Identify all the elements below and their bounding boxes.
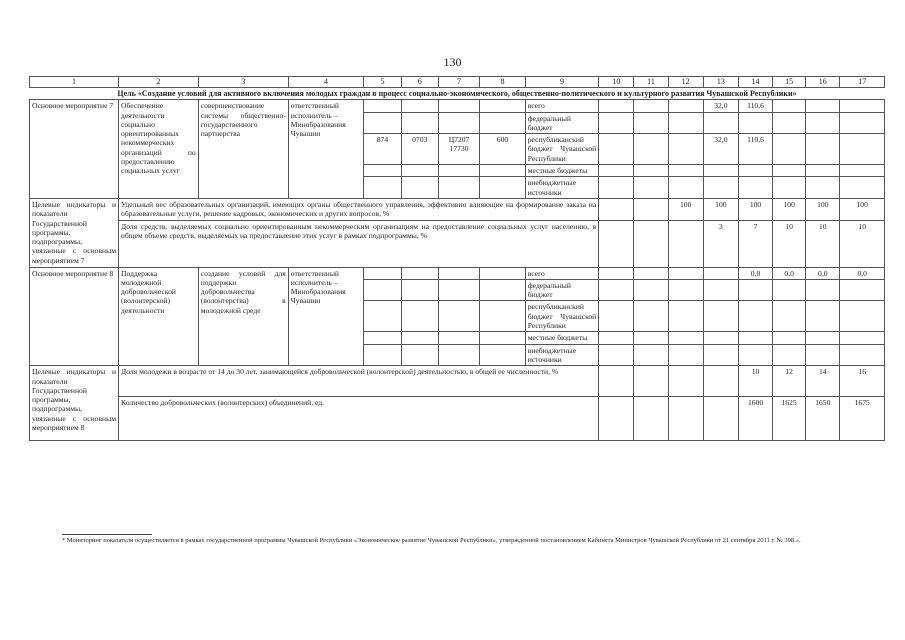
value-cell: 1600 [738,397,772,441]
event7-result: совершенствование системы общественно-государственного партнерства [198,100,288,199]
col-header: 9 [525,77,598,88]
funding-source: республиканский бюджет Чувашской Республики [525,301,598,332]
col-header: 12 [668,77,703,88]
page-number: 130 [443,55,462,69]
event7-type: Основное мероприятие 7 [30,100,119,199]
value-cell: 10 [738,366,772,397]
goal-row [30,88,885,100]
value-cell: 10 [806,220,840,267]
csr-code: Ц7207 17730 [438,134,479,165]
targets7-label: Целевые индикаторы и показатели Государственной программы, подпрограммы, увязанные с основным мероприятием 7 [30,198,119,267]
funding-source: местные бюджеты [525,165,598,177]
col-header: 15 [773,77,806,88]
event7-executor: ответственный исполнитель – Минобразования Чувашии [288,100,364,199]
value-cell: 0,0 [738,267,772,279]
col-header: 6 [401,77,438,88]
col-header: 14 [738,77,772,88]
goal-title: Цель «Создание условий для активного включения молодых граждан в процесс социально-экономического, общественно-политического и культурного развития Чувашской Республики» [30,88,885,100]
value-cell: 32,0 [703,134,738,165]
funding-source: республиканский бюджет Чувашской Республики [525,134,598,165]
col-header: 8 [480,77,526,88]
value-cell: 0,0 [806,267,840,279]
value-cell: 100 [703,198,738,220]
col-header: 13 [703,77,738,88]
value-cell: 0,0 [840,267,885,279]
value-cell: 100 [806,198,840,220]
table-row [30,198,885,220]
grbs-code: 874 [364,134,401,165]
value-cell: 100 [738,198,772,220]
indicator-text: Доля средств, выделяемых социально ориентированным некоммерческим организациям на предоставление социальных услуг населению, в общем объеме средств, выделяемых на предоставление этих услуг в рамках подпрограммы, % [119,220,599,267]
value-cell: 10 [840,220,885,267]
value-cell: 10 [773,220,806,267]
value-cell: 1650 [806,397,840,441]
col-header: 16 [806,77,840,88]
col-header: 10 [599,77,634,88]
vr-code: 600 [480,134,526,165]
rzpr-code: 0703 [401,134,438,165]
table-row [30,366,885,397]
value-cell: 12 [773,366,806,397]
col-header: 3 [198,77,288,88]
funding-source: федеральный бюджет [525,279,598,301]
table-row [30,267,885,279]
funding-source: местные бюджеты [525,332,598,344]
value-cell: 1675 [840,397,885,441]
event8-executor: ответственный исполнитель – Минобразования Чувашии [288,267,364,366]
value-cell: 100 [773,198,806,220]
funding-source: внебюджетные источники [525,177,598,199]
header-row [30,77,885,88]
col-header: 1 [30,77,119,88]
event8-result: создание условий для поддержки добровольчества (волонтерства) в молодежной среде [198,267,288,366]
indicator-text: Количество добровольческих (волонтерских) объединений, ед. [119,397,599,441]
col-header: 17 [840,77,885,88]
event7-name: Обеспечение деятельности социально ориентированных некоммерческих организаций по предоставлению социальных услуг [119,100,199,199]
col-header: 4 [288,77,364,88]
indicator-text: Доля молодежи в возрасте от 14 до 30 лет, занимающейся добровольческой (волонтерской) деятельностью, в общей ее численности, % [119,366,599,397]
table-row [30,397,885,441]
footnote: * Мониторинг показателя осуществляется в рамках государственной программы Чувашской Республики «Экономическое развитие Чувашской Республики», утвержденной постановлением Кабинета Министров Чувашской Республики от 21 сентября 2011 г. № 398.». [62,537,801,544]
indicator-text: Удельный вес образовательных организаций, имеющих органы общественного управления, эффективно влияющие на формирование заказа на образовательные услуги, решение кадровых, экономических и других вопросов, % [119,198,599,220]
footnote-divider [62,534,152,535]
event8-type: Основное мероприятие 8 [30,267,119,366]
value-cell: 100 [668,198,703,220]
value-cell: 100 [840,198,885,220]
event8-name: Поддержка молодежной добровольческой (волонтерской) деятельности [119,267,199,366]
table-row [30,100,885,112]
funding-source: федеральный бюджет [525,112,598,134]
value-cell: 16 [840,366,885,397]
value-cell: 32,0 [703,100,738,112]
col-header: 5 [364,77,401,88]
value-cell: 7 [738,220,772,267]
funding-source: всего [525,267,598,279]
value-cell: 3 [703,220,738,267]
col-header: 11 [634,77,668,88]
col-header: 2 [119,77,199,88]
value-cell: 14 [806,366,840,397]
targets8-label: Целевые индикаторы и показатели Государственной программы, подпрограммы, увязанные с основным мероприятием 8 [30,366,119,441]
funding-source: всего [525,100,598,112]
funding-source: внебюджетные источники [525,344,598,366]
col-header: 7 [438,77,479,88]
program-table [29,76,885,441]
value-cell: 1625 [773,397,806,441]
value-cell: 110,6 [738,100,772,112]
value-cell: 110,6 [738,134,772,165]
table-row [30,220,885,267]
value-cell: 0,0 [773,267,806,279]
